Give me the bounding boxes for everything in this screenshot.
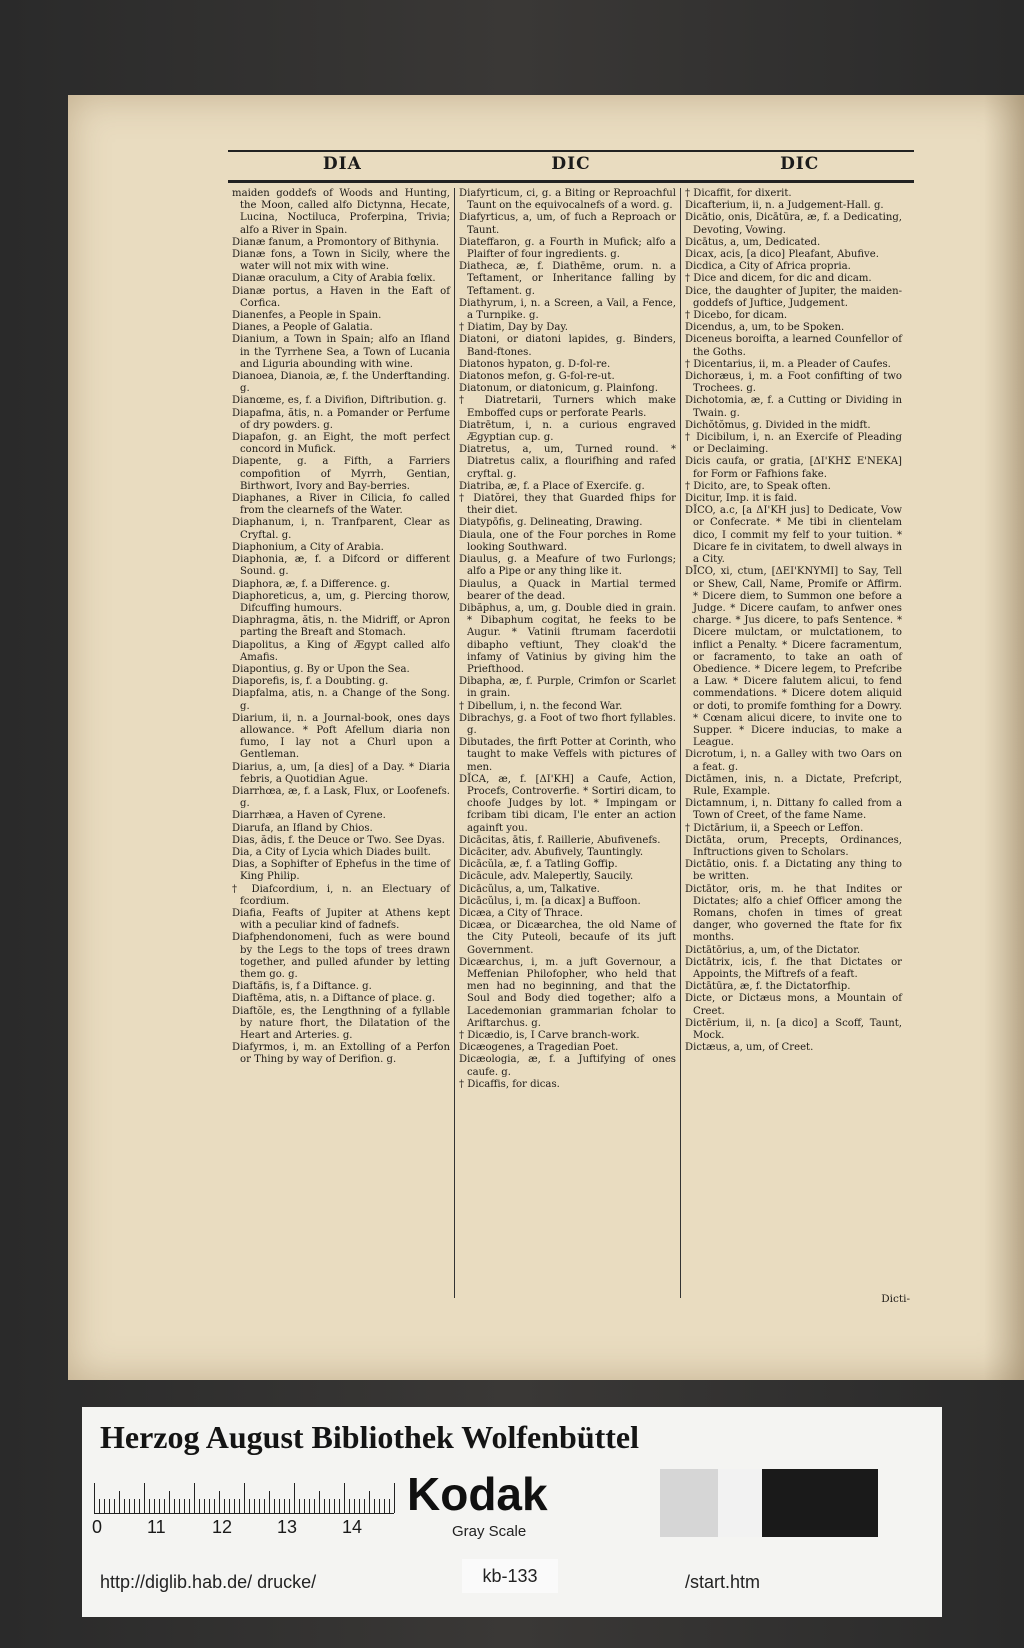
ruler-tick [214, 1499, 215, 1513]
ruler-tick [374, 1499, 375, 1513]
ruler-tick [244, 1483, 245, 1513]
ruler-number: 13 [277, 1517, 298, 1537]
ruler-tick [304, 1499, 305, 1513]
dictionary-entry: Dicātio, onis, Dicātūra, æ, f. a Dedicating, Devoting, Vowing. [685, 212, 902, 236]
ruler-tick [314, 1499, 315, 1513]
ruler-tick [179, 1499, 180, 1513]
ruler-number: 11 [147, 1517, 166, 1537]
ruler-tick [129, 1499, 130, 1513]
dictionary-entry: † Diafcordium, i, n. an Electuary of fcordium. [232, 883, 450, 907]
dictionary-entry: † Dicentarius, ii, m. a Pleader of Caufes. [685, 358, 891, 370]
dictionary-entry: Dichoræus, i, m. a Foot confifting of two Trochees. g. [685, 371, 902, 395]
ruler-tick [144, 1483, 145, 1513]
ruler-tick [289, 1499, 290, 1513]
dictionary-entry: Diarium, ii, n. a Journal-book, ones days allowance. * Poft Afellum diaria non fumo, I lay not a Churl upon a Gentleman. [232, 712, 450, 761]
column-center [454, 188, 680, 1298]
dictionary-entry: Diaporefis, is, f. a Doubting. g. [232, 676, 389, 688]
dictionary-entry: Dicæogenes, a Tragedian Poet. [459, 1042, 619, 1054]
ruler-tick [239, 1499, 240, 1513]
dictionary-entry: Dictērium, ii, n. [a dico] a Scoff, Taunt, Mock. [685, 1017, 902, 1042]
ruler-tick [219, 1491, 220, 1513]
dictionary-entry: † Dicaffis, for dicas. [459, 1078, 560, 1090]
dictionary-entry: Diaftăfis, is, f a Diftance. g. [232, 981, 372, 993]
dictionary-entry: Dicax, acis, [a dico] Pleafant, Abufive. [685, 249, 879, 261]
dictionary-entry: Diatrētum, i, n. a curious engraved Ægyptian cup. g. [459, 419, 676, 444]
dictionary-entry: Dicācŭlus, i, m. [a dicax] a Buffoon. [459, 895, 641, 907]
dictionary-entry: Dianœme, es, f. a Divifion, Diftribution. g. [232, 395, 447, 407]
ruler-tick [299, 1499, 300, 1513]
kodak-logo: Kodak [407, 1468, 548, 1520]
dictionary-entry: Diaftŏle, es, the Lengthning of a fyllable by nature fhort, the Dilatation of the Heart and Arteries. g. [232, 1005, 450, 1042]
dictionary-entry: Dicis caufa, or gratia, [ΔΙ'ΚΗΣ Ε'ΝΕΚΑ] for Form or Fafhions fake. [685, 456, 902, 480]
ruler-tick [194, 1483, 195, 1513]
dictionary-entry: Dibapha, æ, f. Purple, Crimfon or Scarlet in grain. [459, 676, 676, 700]
dictionary-entry: Diaphoreticus, a, um, g. Piercing thorow, Difcuffing humours. [232, 590, 450, 614]
dictionary-entry: Dicæarchus, i, m. a juft Governour, a Meffenian Philofopher, who held that men had no beginning, and that the Soul and Body died together; alfo a Lacedemonian grammarian fcholar to Ariftarchus. g. [459, 956, 676, 1029]
dictionary-entry: Dicafterium, ii, n. a Judgement-Hall. g. [685, 200, 884, 212]
ruler-tick [284, 1499, 285, 1513]
dictionary-entry: Dicātus, a, um, Dedicated. [685, 236, 821, 248]
ruler-tick [159, 1499, 160, 1513]
dictionary-entry: Dicāciter, adv. Abufively, Tauntingly. [459, 846, 644, 858]
ruler-tick [364, 1499, 365, 1513]
dictionary-entry: Diarufa, an Ifland by Chios. [232, 822, 373, 834]
ruler-tick [279, 1499, 280, 1513]
dictionary-entry: Diapolitus, a King of Ægypt called alfo Amafis. [232, 639, 450, 663]
ruler-tick [254, 1499, 255, 1513]
ruler-tick [154, 1499, 155, 1513]
header-right: DIC [780, 154, 820, 174]
ruler-number: 12 [212, 1517, 233, 1537]
dictionary-entry: Dictāmen, inis, n. a Dictate, Prefcript, Rule, Example. [685, 773, 902, 797]
dictionary-entry: Diatonos hypaton, g. D-fol-re. [459, 358, 611, 370]
dictionary-entry: Dictamnum, i, n. Dittany fo called from a Town of Creet, of the fame Name. [685, 798, 902, 822]
ruler-tick [119, 1491, 120, 1513]
ruler-tick [174, 1499, 175, 1513]
dictionary-entry: Diatonum, or diatonicum, g. Plainfong. [459, 383, 658, 395]
ruler-tick [149, 1499, 150, 1513]
dictionary-entry: Dichŏtŏmus, g. Divided in the midft. [685, 419, 871, 431]
dictionary-entry: † Dicædio, is, I Carve branch-work. [459, 1030, 640, 1042]
dictionary-entry: Dibrachys, g. a Foot of two fhort fyllables. g. [459, 712, 676, 736]
dictionary-entry: Dicæa, a City of Thrace. [459, 907, 583, 919]
ruler-tick [354, 1499, 355, 1513]
ruler-tick [234, 1499, 235, 1513]
ruler-tick [184, 1499, 185, 1513]
archive-url: http://diglib.hab.de/ drucke/ [100, 1572, 317, 1592]
ruler-tick [394, 1483, 395, 1513]
dictionary-entry: Diafphendonomeni, fuch as were bound by the Legs to the tops of trees drawn together, and pulled afunder by letting them go. g. [232, 932, 450, 980]
dictionary-entry: Diateffaron, g. a Fourth in Mufick; alfo a Plaifter of four ingredients. g. [459, 236, 676, 261]
archive-footer [82, 1407, 942, 1617]
dictionary-entry: Dias, a Sophifter of Ephefus in the time of King Philip. [232, 859, 450, 883]
header-left: DIA [322, 154, 362, 174]
dictionary-entry: Dianoea, Dianoia, æ, f. the Underftanding. g. [232, 371, 450, 395]
ruler-tick [359, 1499, 360, 1513]
start-link-text: /start.htm [685, 1572, 761, 1592]
dictionary-columns [228, 188, 914, 1298]
ruler-tick [204, 1499, 205, 1513]
ruler-tick [224, 1499, 225, 1513]
column-left [228, 188, 454, 1298]
dictionary-entry: Diatheca, æ, f. Diathēme, orum. n. a Teftament, or Inheritance falling by Teftament. g. [459, 261, 676, 297]
dictionary-entry: † Diatim, Day by Day. [459, 322, 568, 334]
dictionary-entry: Diafyrticus, a, um, of fuch a Reproach or Taunt. [459, 212, 676, 236]
top-rule [228, 150, 914, 152]
ruler-tick [169, 1491, 170, 1513]
ruler-numbers [92, 1517, 392, 1539]
dictionary-entry: Diatretus, a, um, Turned round. * Diatretus calix, a flourifhing and rafed cryftal. g. [459, 444, 676, 480]
ruler-tick [134, 1499, 135, 1513]
dictionary-entry: † Dicaffit, for dixerit. [685, 188, 792, 199]
gray-swatch-white [718, 1469, 762, 1537]
dictionary-entry: Dice, the daughter of Jupiter, the maiden-goddefs of Juftice, Judgement. [685, 285, 902, 309]
ruler-tick [94, 1483, 95, 1513]
ruler-tick [389, 1499, 390, 1513]
ruler-tick [114, 1499, 115, 1513]
header-center: DIC [551, 154, 591, 174]
ruler-tick [99, 1499, 100, 1513]
library-name: Herzog August Bibliothek Wolfenbüttel [100, 1419, 640, 1455]
ruler-tick [249, 1499, 250, 1513]
dictionary-entry: Dicācitas, ātis, f. Raillerie, Abufivenefs. [459, 834, 661, 846]
dictionary-entry: Diafyrmos, i, m. an Extolling of a Perfon or Thing by way of Derifion. g. [232, 1042, 450, 1066]
dictionary-entry: Diaphragma, ătis, n. the Midriff, or Apron parting the Breaft and Stomach. [232, 615, 450, 639]
dictionary-entry: Diapente, g. a Fifth, a Farriers compofition of Myrrh, Gentian, Birthwort, Ivory and Bay-berries. [232, 456, 450, 492]
dictionary-entry: Dictæus, a, um, of Creet. [685, 1042, 814, 1054]
ruler-tick [264, 1499, 265, 1513]
dictionary-entry: Dia, a City of Lycia which Diades built. [232, 846, 431, 858]
shelf-code: kb-133 [462, 1559, 558, 1593]
dictionary-entry: † Dibellum, i, n. the fecond War. [459, 700, 623, 712]
dictionary-entry: Diatonos mefon, g. G-fol-re-ut. [459, 371, 615, 383]
ruler-tick [104, 1499, 105, 1513]
dictionary-entry: Diaphonium, a City of Arabia. [232, 541, 384, 553]
dictionary-entry: Diaphanum, i, n. Tranfparent, Clear as Cryftal. g. [232, 517, 450, 541]
ruler-tick [349, 1499, 350, 1513]
dictionary-entry: † Dicibilum, i, n. an Exercife of Pleading or Declaiming. [685, 432, 902, 456]
ruler-tick [329, 1499, 330, 1513]
grayscale-label: Gray Scale [452, 1523, 527, 1540]
dictionary-entry: Diapafma, ătis, n. a Pomander or Perfume of dry powders. g. [232, 407, 450, 431]
dictionary-entry: † Diatretarii, Turners which make Emboffed cups or perforate Pearls. [459, 395, 676, 419]
dictionary-text-block [228, 150, 914, 1310]
dictionary-entry: Dianium, a Town in Spain; alfo an Ifland in the Tyrrhene Sea, a Town of Lucania and Liguria abounding with wine. [232, 334, 450, 370]
ruler-number: 14 [342, 1517, 363, 1537]
ruler-tick [164, 1499, 165, 1513]
catchword: Dicti- [881, 1293, 910, 1305]
dictionary-entry: DĪCO, xi, ctum, [ΔΕΙ'ΚΝΥΜΙ] to Say, Tell or Shew, Call, Name, Promife or Affirm. * Dicere diem, to Summon one before a Judge. * Dicere caufam, to anfwer ones charge. * Jus dicere, to pafs Sentence. * Dicere mulctam, or mulctationem, to inflict a Penalty. * Dicere facramentum, or facramento, to take an oath of Obedience. * Dicere legem, to Prefcribe a Law. * Dicere falutem alicui, to fend commendations. * Dicere dotem aliquid or doti, to promife fomthing for a Dowry. * Cœnam alicui dicere, to invite one to Supper. * Dicere inducias, to make a League. [685, 566, 902, 749]
dictionary-entry: Diaphonia, æ, f. a Difcord or different Sound. g. [232, 554, 450, 578]
ruler-tick [259, 1499, 260, 1513]
ruler-tick [294, 1483, 295, 1513]
dictionary-entry: Dicācŭlus, a, um, Talkative. [459, 883, 600, 895]
ruler-tick [274, 1499, 275, 1513]
dictionary-entry: Dictāta, orum, Precepts, Ordinances, Inftructions given to Scholars. [685, 834, 902, 858]
dictionary-entry: Diapontius, g. By or Upon the Sea. [232, 663, 410, 675]
ruler-tick [319, 1491, 320, 1513]
ruler-tick [229, 1499, 230, 1513]
dictionary-entry: † Dicebo, for dicam. [685, 310, 788, 322]
dictionary-entry: Dianenfes, a People in Spain. [232, 310, 382, 322]
dictionary-entry: Dicdica, a City of Africa propria. [685, 261, 851, 273]
dictionary-entry: Diatoni, or diatoni lapides, g. Binders, Band-ftones. [459, 334, 676, 358]
dictionary-entry: Dictātor, oris, m. he that Indites or Dictates; alfo a chief Officer among the Romans, chofen in times of great danger, who governed the ftate for fix months. [685, 883, 902, 944]
dictionary-entry: Dicendus, a, um, to be Spoken. [685, 322, 845, 334]
dictionary-entry: † Dice and dicem, for dic and dicam. [685, 273, 872, 285]
ruler-tick [384, 1499, 385, 1513]
dictionary-entry: Diaula, one of the Four porches in Rome looking Southward. [459, 529, 676, 553]
dictionary-entry: Diathyrum, i, n. a Screen, a Vail, a Fence, a Turnpike. g. [459, 297, 676, 322]
dictionary-entry: Dicæologia, æ, f. a Juftifying of ones caufe. g. [459, 1054, 676, 1078]
dictionary-entry: Dictātrix, icis, f. fhe that Dictates or Appoints, the Miftrefs of a feaft. [685, 956, 902, 980]
dictionary-entry: Diatypōfis, g. Delineating, Drawing. [459, 517, 643, 529]
dictionary-entry: Diceneus boroifta, a learned Counfellor of the Goths. [685, 334, 902, 358]
dictionary-entry: Dianæ oraculum, a City of Arabia fœlix. [232, 273, 436, 285]
column-right [680, 188, 906, 1298]
ruler-tick [334, 1499, 335, 1513]
dictionary-entry: Dicācŭla, æ, f. a Tatling Goffip. [459, 859, 618, 871]
dictionary-entry: Dias, ădis, f. the Deuce or Two. See Dyas. [232, 834, 445, 846]
ruler-tick [369, 1491, 370, 1513]
dictionary-entry: Diaftēma, atis, n. a Diftance of place. g. [232, 993, 436, 1005]
dictionary-entry: † Dicito, are, to Speak often. [685, 480, 831, 492]
dictionary-entry: Dicrotum, i, n. a Galley with two Oars on a feat. g. [685, 749, 902, 773]
dictionary-entry: DĬCO, a.c, [a ΔΙ'ΚΗ jus] to Dedicate, Vow or Confecrate. * Me tibi in clientelam dico, I commit my felf to your tuition. * Dicare fe in civitatem, to dwell always in a City. [685, 505, 902, 566]
dictionary-entry: Dianæ portus, a Haven in the Eaft of Corfica. [232, 285, 450, 309]
ruler-tick [379, 1499, 380, 1513]
ruler-tick [309, 1499, 310, 1513]
scale-ruler [94, 1477, 394, 1514]
header-rule [228, 180, 914, 183]
dictionary-entry: Diaphora, æ, f. a Difference. g. [232, 578, 391, 590]
dictionary-entry: Diarrhæa, a Haven of Cyrene. [232, 810, 386, 822]
dictionary-entry: Diarius, a, um, [a dies] of a Day. * Diaria febris, a Quotidian Ague. [232, 761, 450, 785]
dictionary-entry: Dicācule, adv. Malepertly, Saucily. [459, 871, 634, 883]
gray-swatch-dark [762, 1469, 878, 1537]
dictionary-entry: DĬCA, æ, f. [ΔΙ'ΚΗ] a Caufe, Action, Procefs, Controverfie. * Sortiri dicam, to choofe Judges by lot. * Impingam or fcribam tibi dicam, I'le enter an action againft you. [459, 773, 676, 834]
dictionary-entry: Dianes, a People of Galatia. [232, 322, 373, 334]
ruler-tick [209, 1499, 210, 1513]
dictionary-entry: Diaphanes, a River in Cilicia, fo called from the clearnefs of the Water. [232, 493, 450, 517]
dictionary-entry: † Diatŏrei, they that Guarded fhips for their diet. [459, 493, 676, 517]
ruler-tick [269, 1491, 270, 1513]
ruler-tick [199, 1499, 200, 1513]
dictionary-entry: Dibăphus, a, um, g. Double died in grain. * Dibaphum cogitat, he feeks to be Augur. * Vatinii ftrumam facerdotii dibapho veftiunt, They cloak'd the infamy of Vatinius by giving him the Priefthood. [459, 602, 676, 675]
ruler-tick [139, 1499, 140, 1513]
dictionary-entry: † Dictārium, ii, a Speech or Leffon. [685, 822, 864, 834]
dictionary-entry: Dicte, or Dictæus mons, a Mountain of Creet. [685, 993, 902, 1017]
dictionary-entry: Diatriba, æ, f. a Place of Exercife. g. [459, 480, 645, 492]
dictionary-entry: Dianæ fanum, a Promontory of Bithynia. [232, 236, 440, 248]
ruler-tick [324, 1499, 325, 1513]
ruler-tick [124, 1499, 125, 1513]
dictionary-entry: Diapafon, g. an Eight, the moft perfect concord in Mufick. [232, 432, 450, 456]
dictionary-entry: Diafia, Feafts of Jupiter at Athens kept with a peculiar kind of fadnefs. [232, 907, 450, 932]
dictionary-entry: Dichotomia, æ, f. a Cutting or Dividing in Twain. g. [685, 395, 902, 419]
dictionary-entry: maiden goddefs of Woods and Hunting, the Moon, called alfo Dictynna, Hecate, Lucina, Noctiluca, Proferpina, Trivia; alfo a River in Spain. [232, 188, 450, 236]
dictionary-entry: Diaulus, a Quack in Martial termed bearer of the dead. [459, 578, 676, 602]
dictionary-entry: Dicitur, Imp. it is faid. [685, 493, 798, 505]
dictionary-entry: Dictātōrius, a, um, of the Dictator. [685, 944, 861, 956]
dictionary-entry: Diapfalma, atis, n. a Change of the Song. g. [232, 688, 450, 712]
gray-swatch-light [660, 1469, 718, 1537]
ruler-tick [189, 1499, 190, 1513]
dictionary-entry: Dictātūra, æ, f. the Dictatorfhip. [685, 981, 851, 993]
dictionary-entry: Diarrhœa, æ, f. a Lask, Flux, or Loofenefs. g. [232, 785, 450, 810]
dictionary-entry: Diafyrticum, ci, g. a Biting or Reproachful Taunt on the equivocalnefs of a word. g. [459, 188, 676, 212]
dictionary-entry: Dianæ fons, a Town in Sicily, where the water will not mix with wine. [232, 249, 450, 273]
dictionary-entry: Dicæa, or Dicæarchea, the old Name of the City Puteoli, becaufe of its juft Government. [459, 920, 676, 956]
dictionary-entry: Dictātio, onis. f. a Dictating any thing to be written. [685, 859, 902, 883]
dictionary-entry: Dibutades, the firft Potter at Corinth, who taught to make Veffels with pictures of men. [459, 737, 676, 773]
ruler-tick [344, 1483, 345, 1513]
dictionary-entry: Diaulus, g. a Meafure of two Furlongs; alfo a Pipe or any thing like it. [459, 554, 676, 578]
ruler-number: 0 [92, 1517, 103, 1537]
running-header [228, 154, 914, 178]
ruler-tick [339, 1499, 340, 1513]
ruler-tick [109, 1499, 110, 1513]
